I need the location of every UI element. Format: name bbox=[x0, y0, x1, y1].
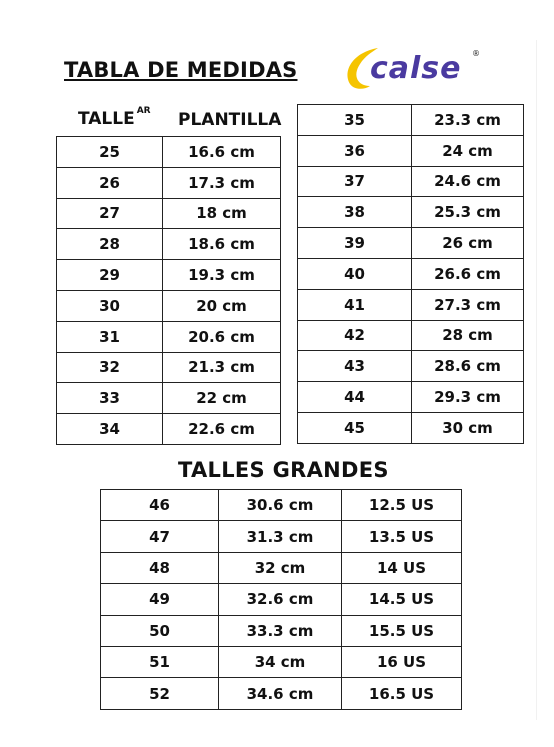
size-cell: 48 bbox=[101, 552, 219, 583]
size-table-left bbox=[56, 136, 281, 445]
talle-label: TALLE bbox=[78, 109, 135, 129]
length-cell: 17.3 cm bbox=[163, 167, 281, 198]
brand-name: calse bbox=[370, 51, 462, 86]
length-cell: 28 cm bbox=[412, 320, 524, 351]
length-cell: 26.6 cm bbox=[412, 258, 524, 289]
size-cell: 47 bbox=[101, 521, 219, 552]
length-cell: 22 cm bbox=[163, 383, 281, 414]
size-cell: 41 bbox=[298, 289, 412, 320]
big-size-table bbox=[100, 489, 462, 710]
size-cell: 28 bbox=[57, 229, 163, 260]
table-row bbox=[298, 166, 524, 197]
length-cell: 30.6 cm bbox=[219, 490, 342, 521]
big-sizes-title: TALLES GRANDES bbox=[178, 458, 389, 482]
length-cell: 27.3 cm bbox=[412, 289, 524, 320]
size-table-right bbox=[297, 104, 524, 444]
table-row bbox=[101, 615, 462, 646]
length-cell: 26 cm bbox=[412, 228, 524, 259]
table-row bbox=[101, 678, 462, 709]
table-row bbox=[298, 351, 524, 382]
length-cell: 24.6 cm bbox=[412, 166, 524, 197]
length-cell: 22.6 cm bbox=[163, 414, 281, 445]
size-cell: 44 bbox=[298, 382, 412, 413]
length-cell: 18 cm bbox=[163, 198, 281, 229]
length-cell: 34.6 cm bbox=[219, 678, 342, 709]
length-cell: 18.6 cm bbox=[163, 229, 281, 260]
table-row bbox=[298, 135, 524, 166]
length-cell: 16.6 cm bbox=[163, 137, 281, 168]
background-edge bbox=[536, 40, 537, 720]
talle-header bbox=[78, 106, 151, 129]
table-row bbox=[298, 197, 524, 228]
size-cell: 33 bbox=[57, 383, 163, 414]
table-row bbox=[57, 260, 281, 291]
size-cell: 27 bbox=[57, 198, 163, 229]
length-cell: 24 cm bbox=[412, 135, 524, 166]
length-cell: 19.3 cm bbox=[163, 260, 281, 291]
size-cell: 37 bbox=[298, 166, 412, 197]
brand-logo bbox=[340, 44, 480, 92]
length-cell: 25.3 cm bbox=[412, 197, 524, 228]
length-cell: 34 cm bbox=[219, 646, 342, 677]
table-row bbox=[101, 490, 462, 521]
size-cell: 32 bbox=[57, 352, 163, 383]
length-cell: 28.6 cm bbox=[412, 351, 524, 382]
table-row bbox=[57, 383, 281, 414]
table-row bbox=[57, 137, 281, 168]
size-cell: 43 bbox=[298, 351, 412, 382]
table-row bbox=[298, 412, 524, 443]
size-cell: 42 bbox=[298, 320, 412, 351]
table-row bbox=[57, 290, 281, 321]
size-cell: 35 bbox=[298, 105, 412, 136]
size-cell: 26 bbox=[57, 167, 163, 198]
length-cell: 30 cm bbox=[412, 412, 524, 443]
registered-mark: ® bbox=[472, 49, 480, 58]
size-cell: 40 bbox=[298, 258, 412, 289]
length-cell: 32 cm bbox=[219, 552, 342, 583]
table-row bbox=[57, 352, 281, 383]
us-size-cell: 16.5 US bbox=[342, 678, 462, 709]
size-cell: 46 bbox=[101, 490, 219, 521]
size-cell: 30 bbox=[57, 290, 163, 321]
size-cell: 52 bbox=[101, 678, 219, 709]
us-size-cell: 14.5 US bbox=[342, 584, 462, 615]
size-cell: 49 bbox=[101, 584, 219, 615]
length-cell: 23.3 cm bbox=[412, 105, 524, 136]
table-row bbox=[298, 289, 524, 320]
length-cell: 32.6 cm bbox=[219, 584, 342, 615]
plantilla-header: PLANTILLA bbox=[178, 110, 282, 130]
table-row bbox=[57, 167, 281, 198]
table-row bbox=[101, 584, 462, 615]
table-row bbox=[101, 552, 462, 583]
table-row bbox=[298, 258, 524, 289]
length-cell: 20.6 cm bbox=[163, 321, 281, 352]
size-cell: 29 bbox=[57, 260, 163, 291]
us-size-cell: 12.5 US bbox=[342, 490, 462, 521]
table-row bbox=[298, 228, 524, 259]
size-cell: 39 bbox=[298, 228, 412, 259]
length-cell: 29.3 cm bbox=[412, 382, 524, 413]
table-row bbox=[57, 198, 281, 229]
table-row bbox=[101, 646, 462, 677]
table-row bbox=[298, 105, 524, 136]
size-cell: 25 bbox=[57, 137, 163, 168]
length-cell: 21.3 cm bbox=[163, 352, 281, 383]
table-row bbox=[57, 414, 281, 445]
length-cell: 31.3 cm bbox=[219, 521, 342, 552]
size-cell: 31 bbox=[57, 321, 163, 352]
us-size-cell: 13.5 US bbox=[342, 521, 462, 552]
size-cell: 45 bbox=[298, 412, 412, 443]
us-size-cell: 15.5 US bbox=[342, 615, 462, 646]
size-cell: 36 bbox=[298, 135, 412, 166]
table-row bbox=[57, 229, 281, 260]
ar-label: AR bbox=[136, 106, 151, 116]
table-row bbox=[101, 521, 462, 552]
size-cell: 51 bbox=[101, 646, 219, 677]
page-title: TABLA DE MEDIDAS bbox=[64, 58, 298, 82]
us-size-cell: 16 US bbox=[342, 646, 462, 677]
length-cell: 33.3 cm bbox=[219, 615, 342, 646]
length-cell: 20 cm bbox=[163, 290, 281, 321]
table-row bbox=[298, 320, 524, 351]
size-cell: 38 bbox=[298, 197, 412, 228]
us-size-cell: 14 US bbox=[342, 552, 462, 583]
table-row bbox=[57, 321, 281, 352]
size-cell: 50 bbox=[101, 615, 219, 646]
size-cell: 34 bbox=[57, 414, 163, 445]
table-row bbox=[298, 382, 524, 413]
